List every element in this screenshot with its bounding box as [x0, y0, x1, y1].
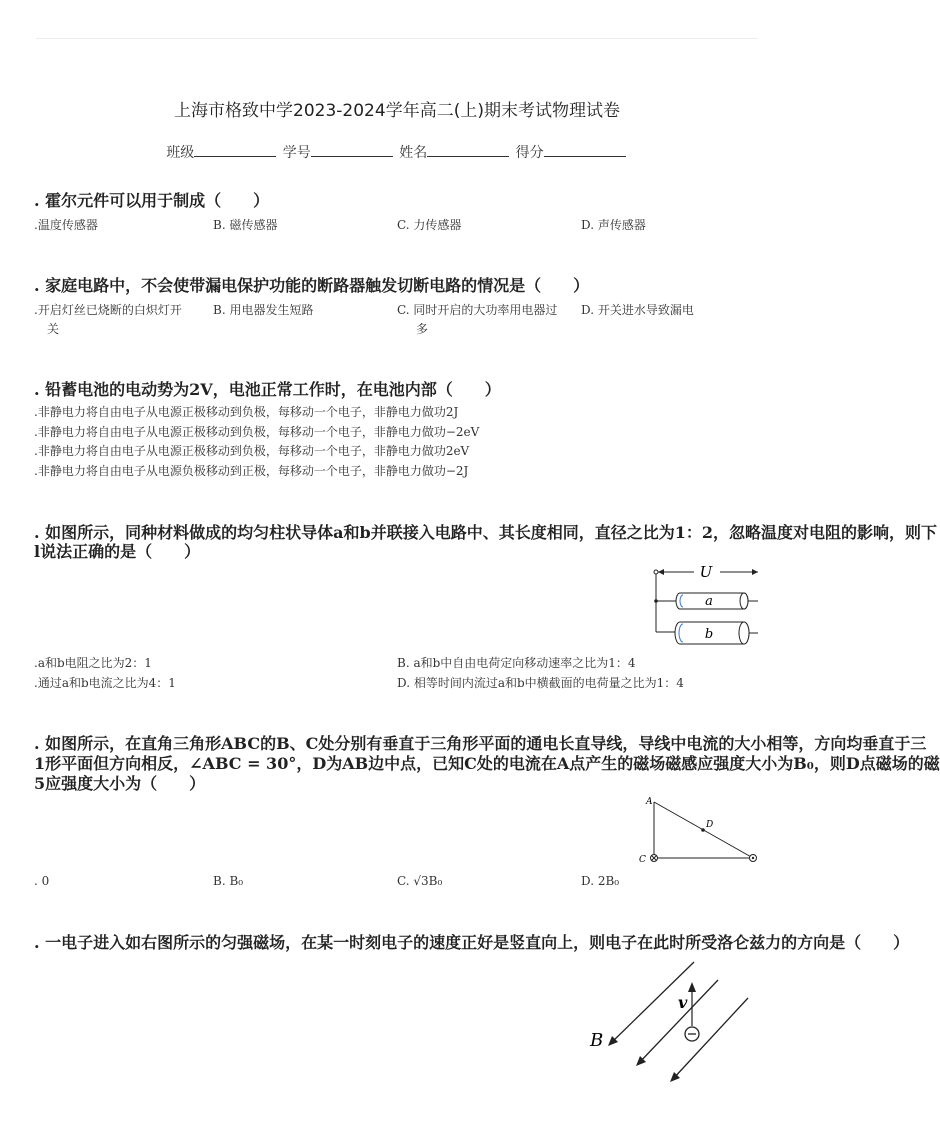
option-a: .温度传感器: [34, 218, 98, 232]
option-a-continued: 关: [47, 322, 60, 336]
conductor-b-end: [739, 622, 749, 644]
midpoint-d: [701, 828, 705, 832]
option-d: D. 2B₀: [581, 874, 620, 888]
voltage-arrow-left: [658, 569, 664, 575]
question-stem: . 家庭电路中，不会使带漏电保护功能的断路器触发切断电路的情况是（ ）: [34, 276, 590, 295]
question-stem-line-2: l说法正确的是（ ）: [34, 542, 201, 561]
option-b: B. a和b中自由电荷定向移动速率之比为1：4: [397, 656, 636, 670]
question-stem-line-1: . 如图所示，同种材料做成的均匀柱状导体a和b并联接入电路中、其长度相同，直径之比为1：2，忽略温度对电阻的影响，则下: [34, 523, 937, 542]
student-info-line: [0, 142, 794, 162]
voltage-label: U: [699, 563, 713, 581]
voltage-arrow-right: [752, 569, 758, 575]
point-d-label: D: [706, 820, 714, 830]
option-c: .通过a和b电流之比为4：1: [34, 676, 176, 690]
question-stem-line-3: 5应强度大小为（ ）: [34, 774, 206, 793]
option-d: D. 相等时间内流过a和b中横截面的电荷量之比为1：4: [397, 676, 684, 690]
question-stem-line-1: . 如图所示，在直角三角形ABC的B、C处分别有垂直于三角形平面的通电长直导线，导线中电流的大小相等，方向均垂直于三: [34, 734, 927, 753]
option-a: .非静电力将自由电子从电源正极移动到负极，每移动一个电子，非静电力做功2J: [34, 405, 459, 419]
top-rule: [36, 38, 758, 39]
option-d: D. 声传感器: [581, 218, 646, 232]
parallel-conductors-figure: [646, 560, 766, 652]
score-blank: [544, 144, 626, 157]
question-stem: . 铅蓄电池的电动势为2V，电池正常工作时，在电池内部（ ）: [34, 380, 501, 399]
option-d: D. 开关进水导致漏电: [581, 303, 694, 317]
class-label: 班级: [166, 145, 195, 161]
option-b: B. 磁传感器: [213, 218, 278, 232]
option-b: B. B₀: [213, 874, 244, 888]
option-c-continued: 多: [416, 322, 429, 336]
right-triangle-figure: [636, 792, 762, 868]
page-title: 上海市格致中学2023-2024学年高二(上)期末考试物理试卷: [174, 101, 620, 121]
score-label: 得分: [515, 145, 544, 161]
question-stem: . 一电子进入如右图所示的匀强磁场，在某一时刻电子的速度正好是竖直向上，则电子在此时所受洛仑兹力的方向是（ ）: [34, 933, 910, 952]
student-id-label: 学号: [282, 145, 311, 161]
option-c: C. √3B₀: [397, 874, 443, 888]
magnetic-field-figure: [586, 956, 776, 1090]
name-label: 姓名: [399, 145, 428, 161]
options-list: [34, 403, 479, 481]
velocity-arrow-icon: [688, 982, 696, 992]
option-d: .非静电力将自由电子从电源负极移动到正极，每移动一个电子，非静电力做功−2J: [34, 463, 469, 478]
field-label: B: [590, 1030, 604, 1051]
terminal-left: [654, 570, 658, 574]
conductor-a-end: [740, 593, 748, 609]
name-blank: [427, 144, 509, 157]
conductor-a-label: a: [705, 594, 713, 609]
option-c: C. 同时开启的大功率用电器过: [397, 303, 558, 317]
vertex-c-label: C: [639, 855, 646, 865]
option-a: . 0: [34, 874, 50, 888]
question-stem-line-2: 1形平面但方向相反，∠ABC = 30°，D为AB边中点，已知C处的电流在A点产生的磁场磁感应强度大小为B₀，则D点磁场的磁: [34, 754, 940, 773]
question-stem: . 霍尔元件可以用于制成（ ）: [34, 191, 270, 210]
option-a: .a和b电阻之比为2：1: [34, 656, 152, 670]
option-a: .开启灯丝已烧断的白炽灯开: [34, 303, 182, 317]
option-c: C. 力传感器: [397, 218, 462, 232]
option-c: .非静电力将自由电子从电源正极移动到负极，每移动一个电子，非静电力做功2eV: [34, 444, 470, 458]
option-b: .非静电力将自由电子从电源正极移动到负极，每移动一个电子，非静电力做功−2eV: [34, 424, 480, 439]
vertex-a-label: A: [646, 797, 653, 807]
velocity-label: v: [678, 993, 688, 1012]
option-b: B. 用电器发生短路: [213, 303, 314, 317]
class-blank: [194, 144, 276, 157]
student-id-blank: [311, 144, 393, 157]
conductor-b-label: b: [704, 627, 714, 642]
